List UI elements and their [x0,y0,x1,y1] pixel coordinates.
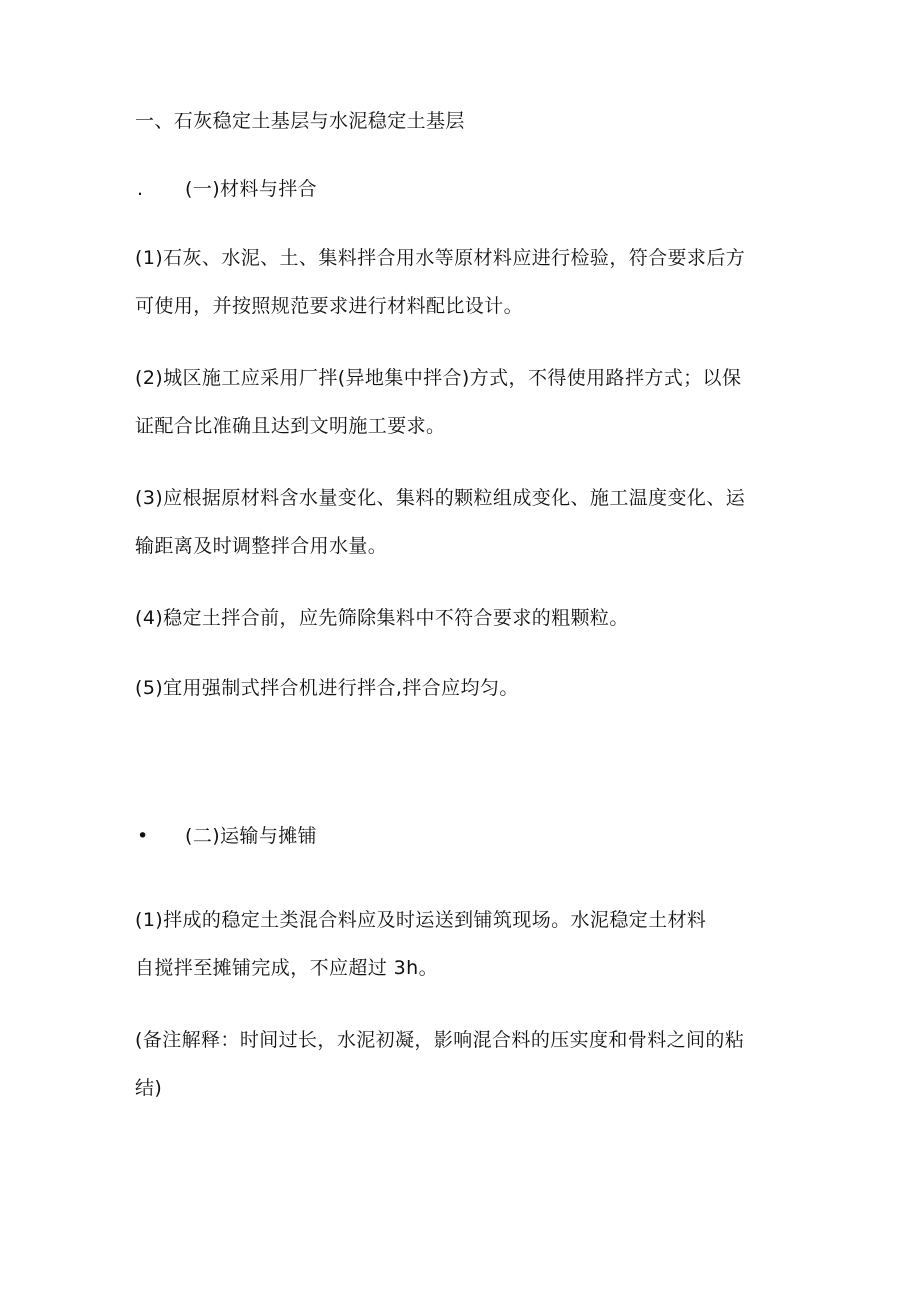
section-1-item-3-line-1: (3)应根据原材料含水量变化、集料的颗粒组成变化、施工温度变化、运 [135,487,746,509]
section-1-item-2-line-2: 证配合比准确且达到文明施工要求。 [135,415,446,437]
section-1-item-1-line-1: (1)石灰、水泥、土、集料拌合用水等原材料应进行检验，符合要求后方 [135,247,746,269]
section-1-item-4: (4)稳定土拌合前，应先筛除集料中不符合要求的粗颗粒。 [135,607,629,629]
section-1-item-2-line-1: (2)城区施工应采用厂拌(异地集中拌合)方式，不得使用路拌方式；以保 [135,367,742,389]
section-2-note-line-2: 结) [135,1077,163,1099]
section-2-title: (二)运输与摊铺 [185,825,318,847]
section-1-item-5: (5)宜用强制式拌合机进行拌合,拌合应均匀。 [135,677,519,699]
section-1-item-3-line-2: 输距离及时调整拌合用水量。 [135,535,388,557]
section-1-marker: . [137,178,144,200]
section-2-note-line-1: (备注解释：时间过长，水泥初凝，影响混合料的压实度和骨料之间的粘 [135,1029,745,1051]
section-2-marker: • [137,825,149,847]
document-heading: 一、石灰稳定土基层与水泥稳定土基层 [135,110,465,132]
section-1-item-1-line-2: 可使用，并按照规范要求进行材料配比设计。 [135,295,524,317]
section-2-item-1-line-2: 自搅拌至摊铺完成，不应超过 3h。 [135,957,438,979]
section-1-title: (一)材料与拌合 [185,178,318,200]
section-2-item-1-line-1: (1)拌成的稳定土类混合料应及时运送到铺筑现场。水泥稳定土材料 [135,909,707,931]
